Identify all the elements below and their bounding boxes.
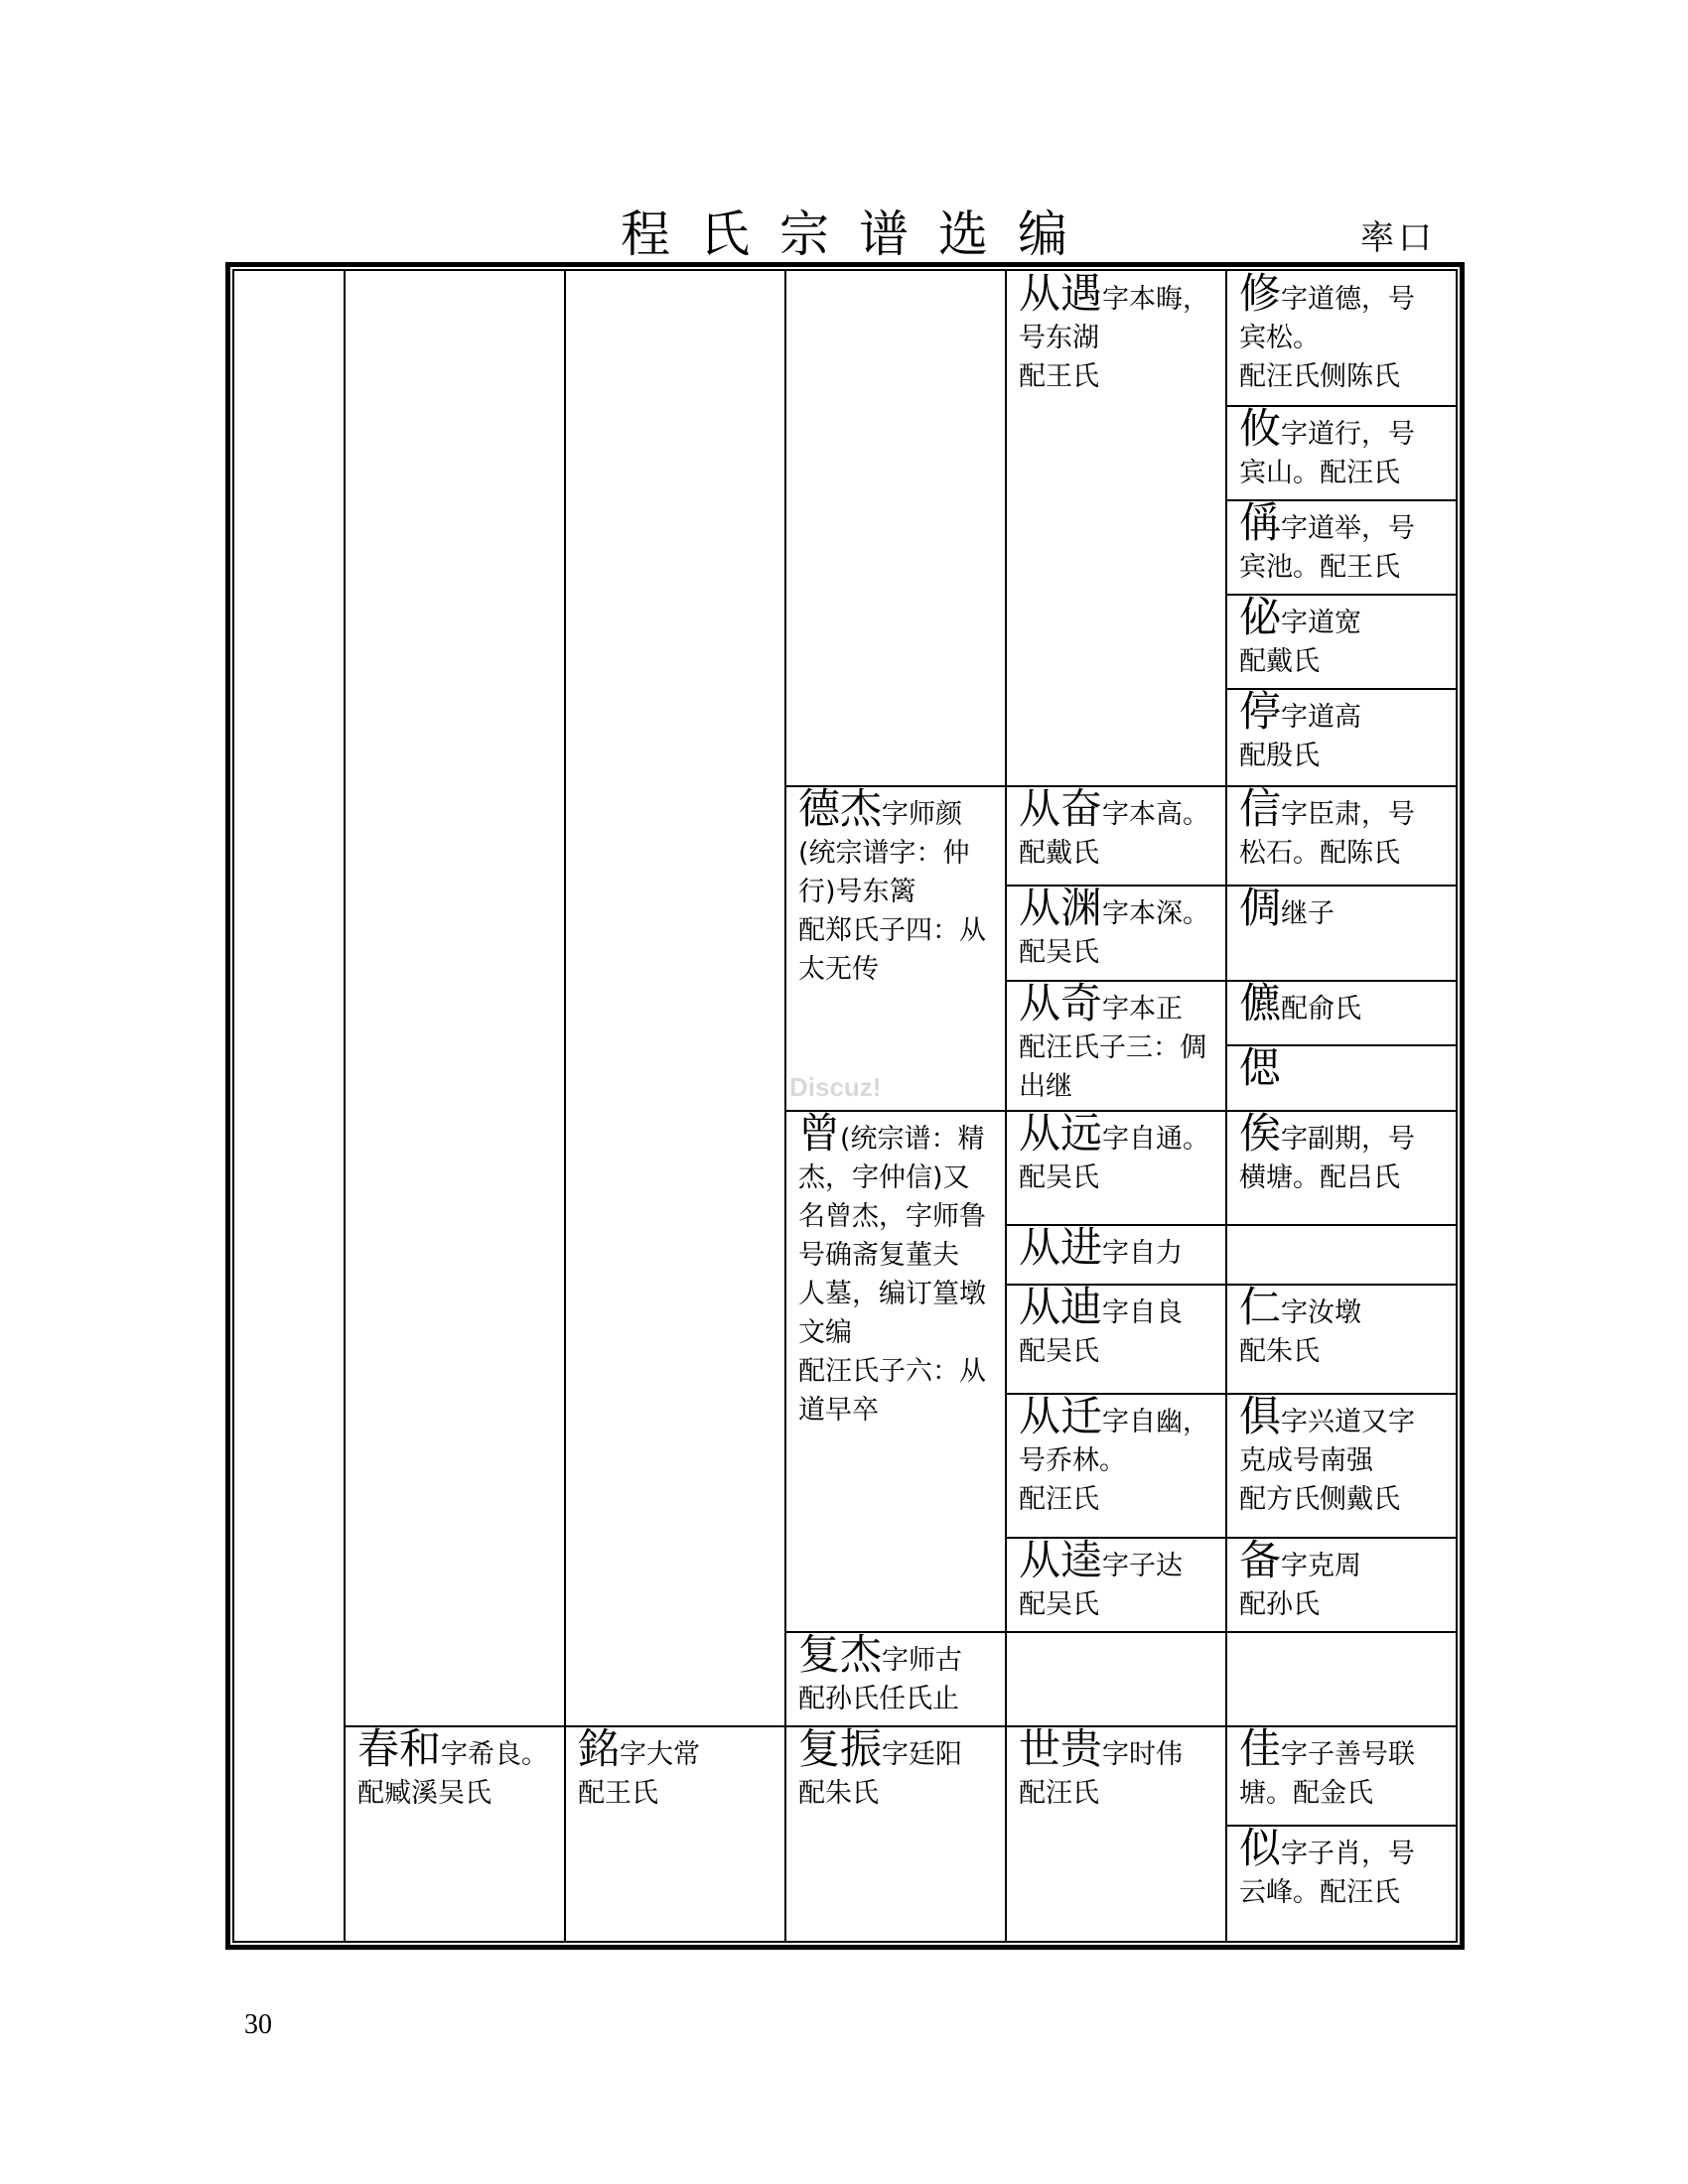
column-divider: [1005, 269, 1007, 1943]
genealogy-entry: 备字克周 配孙氏: [1239, 1536, 1362, 1620]
row-divider: [1225, 1224, 1458, 1226]
genealogy-entry: 仁字汝墩 配朱氏: [1239, 1283, 1362, 1367]
genealogy-entry: 从奇字本正 配汪氏子三：倜 出继: [1019, 979, 1206, 1102]
genealogy-entry: 修字道德，号 宾松。 配汪氏侧陈氏: [1239, 269, 1416, 392]
genealogy-entry: 世贵字时伟 配汪氏: [1019, 1724, 1184, 1809]
genealogy-entry: 佖字道宽 配戴氏: [1239, 593, 1362, 677]
genealogy-entry: 信字臣肃，号 松石。配陈氏: [1239, 784, 1416, 869]
column-divider: [564, 269, 566, 1943]
genealogy-entry: 儦配俞氏: [1239, 979, 1362, 1027]
row-divider: [344, 1725, 1458, 1727]
genealogy-entry: 从迁字自幽， 号乔林。 配汪氏: [1019, 1392, 1210, 1515]
page-number: 30: [244, 2009, 272, 2040]
genealogy-entry: 銘字大常 配王氏: [578, 1724, 701, 1809]
column-divider: [1225, 269, 1227, 1943]
genealogy-entry: 从渊字本深。 配吴氏: [1019, 884, 1210, 968]
genealogy-entry: 佳字子善号联 塘。配金氏: [1239, 1724, 1416, 1809]
genealogy-entry: 从遇字本晦， 号东湖 配王氏: [1019, 269, 1210, 392]
row-divider: [1005, 1631, 1458, 1633]
place-label: 率口: [1360, 218, 1436, 258]
genealogy-entry: 停字道高 配殷氏: [1239, 687, 1362, 771]
genealogy-entry: 德杰字师颜 (统宗谱字：仲 行)号东篱 配郑氏子四：从 太无传: [798, 784, 986, 985]
genealogy-entry: 从奋字本高。 配戴氏: [1019, 784, 1210, 869]
genealogy-entry: 俱字兴道又字 克成号南强 配方氏侧戴氏: [1239, 1392, 1416, 1515]
column-divider: [784, 269, 786, 1943]
genealogy-entry: 从迪字自良 配吴氏: [1019, 1283, 1184, 1367]
genealogy-entry: 从远字自通。 配吴氏: [1019, 1109, 1210, 1193]
genealogy-entry: 偁字道举，号 宾池。配王氏: [1239, 498, 1416, 583]
watermark: Discuz!: [789, 1072, 882, 1102]
genealogy-entry: 似字子肖，号 云峰。配汪氏: [1239, 1824, 1416, 1908]
genealogy-entry: 倜继子: [1239, 884, 1336, 932]
genealogy-entry: 复振字廷阳 配朱氏: [798, 1724, 963, 1809]
genealogy-entry: 复杰字师古 配孙氏任氏止: [798, 1630, 963, 1714]
genealogy-entry: 俟字副期，号 横塘。配吕氏: [1239, 1109, 1416, 1193]
genealogy-entry: 偲: [1239, 1043, 1282, 1092]
genealogy-entry: 从进字自力: [1019, 1223, 1184, 1272]
genealogy-entry: 曾(统宗谱：精 杰，字仲信)又 名曾杰，字师鲁 号确斋复董夫 人墓，编订篁墩 文编 配汪氏子六：从 道早卒: [798, 1109, 986, 1426]
genealogy-entry: 春和字希良。 配臧溪吴氏: [357, 1724, 549, 1809]
column-divider: [344, 269, 346, 1943]
genealogy-entry: 攸字道行，号 宾山。配汪氏: [1239, 404, 1416, 488]
page-title: 程氏宗谱选编: [621, 205, 1097, 263]
genealogy-entry: 从逵字子达 配吴氏: [1019, 1536, 1184, 1620]
